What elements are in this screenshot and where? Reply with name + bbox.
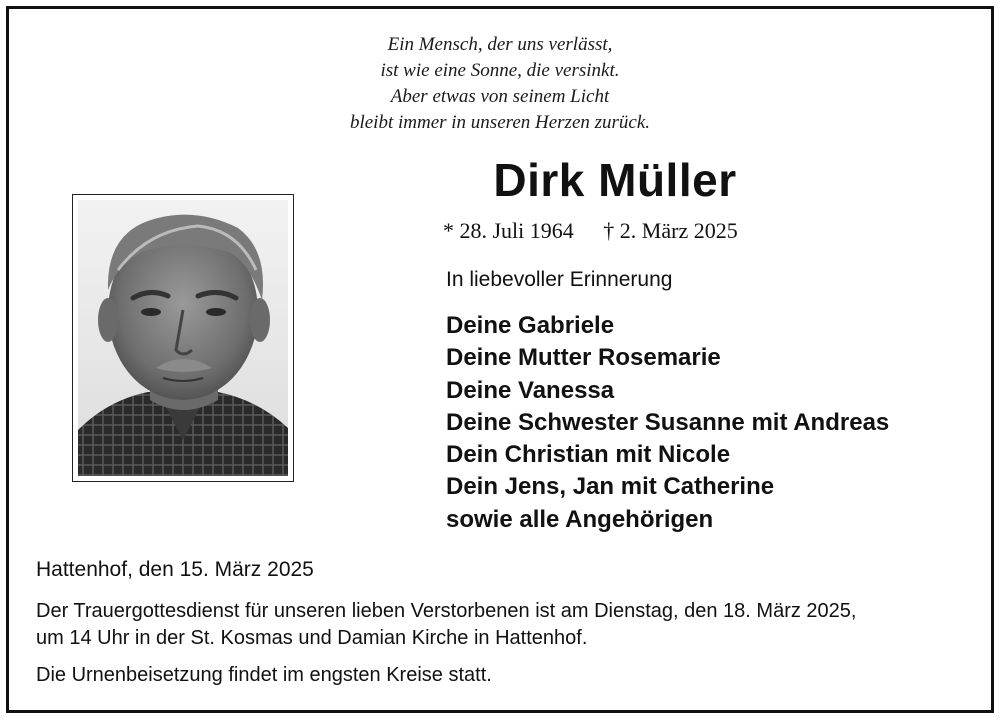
poem-line: ist wie eine Sonne, die versinkt. [380,60,620,81]
deceased-name: Dirk Müller [493,154,737,206]
poem [0,32,1000,136]
mourner-line: Deine Mutter Rosemarie [446,344,721,372]
mourner-line: Dein Christian mit Nicole [446,441,731,469]
death-date: † 2. März 2025 [603,218,738,243]
mourner-line: Deine Vanessa [446,376,615,404]
portrait-photo [72,194,294,482]
poem-line: Aber etwas von seinem Licht [390,86,610,107]
place-and-date: Hattenhof, den 15. März 2025 [36,558,314,581]
portrait-image [78,200,288,476]
memory-text: In liebevoller Erinnerung [446,268,673,291]
life-dates [443,218,738,244]
mourner-line: Deine Schwester Susanne mit Andreas [446,408,890,436]
mourner-line: Dein Jens, Jan mit Catherine [446,473,775,501]
poem-line: Ein Mensch, der uns verlässt, [387,34,613,55]
mourner-line: Deine Gabriele [446,312,615,339]
mourner-line: sowie alle Angehörigen [446,505,714,533]
service-line: Der Trauergottesdienst für unseren lieben Verstorbenen ist am Dienstag, den 18. März 2025, [36,600,857,622]
mourners-list [446,310,889,536]
birth-date: * 28. Juli 1964 [443,218,574,243]
urn-burial-note: Die Urnenbeisetzung findet im engsten Kreise statt. [36,664,492,686]
service-info [36,598,986,652]
poem-line: bleibt immer in unseren Herzen zurück. [349,112,651,133]
service-line: um 14 Uhr in der St. Kosmas und Damian Kirche in Hattenhof. [36,627,588,649]
